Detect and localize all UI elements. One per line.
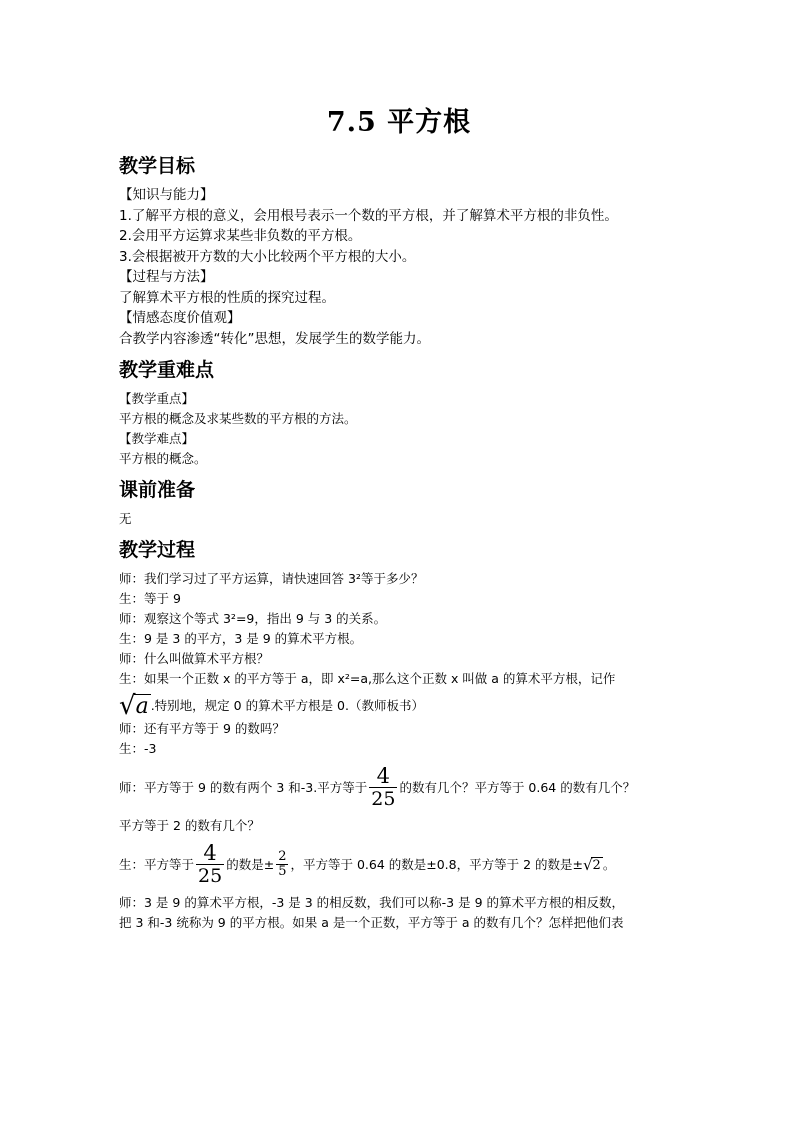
goal-item-2: 2.会用平方运算求某些非负数的平方根。 (119, 228, 362, 244)
emotion-values-text: 合教学内容渗透“转化”思想，发展学生的数学能力。 (119, 330, 430, 347)
dialogue-line: 平方等于 2 的数有几个？ (119, 818, 260, 833)
sqrt-2-formula (583, 857, 603, 873)
dialogue-line: 师：观察这个等式 3²=9，指出 9 与 3 的关系。 (119, 611, 387, 626)
sqrt-a-formula (119, 693, 151, 719)
dialogue-line: 生：如果一个正数 x 的平方等于 a，即 x²=a,那么这个正数 x 叫做 a 的算术平方根，记作 (119, 671, 616, 686)
dialogue-line: 师：3 是 9 的算术平方根，-3 是 3 的相反数，我们可以称-3 是 9 的算术平方根的相反数， (119, 895, 625, 910)
label-difficulty: 【教学难点】 (119, 431, 195, 446)
denominator: 5 (278, 864, 287, 879)
radical-sign: √ (582, 855, 593, 874)
dialogue-text: 。 (602, 856, 616, 872)
label-process-method: 【过程与方法】 (119, 269, 214, 285)
dialogue-text: 生：平方等于 (119, 856, 195, 872)
dialogue-line-sqrt-a (119, 693, 679, 719)
dialogue-text: 师：平方等于 9 的数有两个 3 和-3.平方等于 (119, 779, 368, 795)
radicand: a (135, 694, 149, 719)
dialogue-line-answer (119, 842, 679, 887)
difficulty-text: 平方根的概念。 (119, 451, 207, 466)
section-heading-prep: 课前准备 (119, 479, 196, 501)
process-method-text: 了解算术平方根的性质的探究过程。 (119, 289, 335, 306)
radicand: 2 (592, 857, 601, 873)
section-heading-keypoints: 教学重难点 (119, 359, 215, 381)
goal-item-3: 3.会根据被开方数的大小比较两个平方根的大小。 (119, 248, 416, 265)
dialogue-text: 的数有几个？平方等于 0.64 的数有几个？ (399, 779, 636, 795)
goal-item-1: 1.了解平方根的意义，会用根号表示一个数的平方根，并了解算术平方根的非负性。 (119, 207, 618, 224)
dialogue-line: 师：什么叫做算术平方根？ (119, 651, 270, 666)
dialogue-line-fraction (119, 765, 679, 810)
numerator: 4 (203, 841, 217, 865)
section-heading-goals: 教学目标 (119, 155, 196, 177)
fraction-2-5 (276, 850, 288, 879)
radical-sign: √ (119, 691, 136, 721)
numerator: 2 (278, 849, 287, 864)
dialogue-line: 师：我们学习过了平方运算，请快速回答 3²等于多少？ (119, 571, 424, 586)
dialogue-line: 生：等于 9 (119, 591, 181, 606)
label-knowledge: 【知识与能力】 (119, 187, 214, 203)
dialogue-text: 的数是± (226, 856, 275, 872)
key-point-text: 平方根的概念及求某些数的平方根的方法。 (119, 411, 357, 426)
section-heading-process: 教学过程 (119, 539, 196, 561)
fraction-4-25 (196, 842, 224, 887)
dialogue-text: .特别地，规定 0 的算术平方根是 0.（教师板书） (150, 698, 424, 713)
numerator: 4 (376, 764, 391, 788)
prep-text: 无 (119, 511, 132, 526)
dialogue-line: 把 3 和-3 统称为 9 的平方根。如果 a 是一个正数，平方等于 a 的数有几个？怎样把他们表 (119, 915, 624, 930)
section-process (119, 537, 679, 933)
label-key-point: 【教学重点】 (119, 391, 195, 406)
dialogue-text: ，平方等于 0.64 的数是±0.8，平方等于 2 的数是± (290, 856, 583, 872)
section-goals (119, 153, 679, 349)
document-body (119, 100, 679, 933)
dialogue-line: 生：-3 (119, 741, 157, 756)
dialogue-line: 师：还有平方等于 9 的数吗？ (119, 721, 285, 736)
section-prep (119, 477, 679, 529)
section-keypoints (119, 357, 679, 469)
dialogue-line: 生：9 是 3 的平方，3 是 9 的算术平方根。 (119, 631, 363, 646)
page-title: 7.5 平方根 (326, 107, 472, 138)
label-emotion-values: 【情感态度价值观】 (119, 310, 241, 326)
denominator: 25 (198, 865, 223, 887)
denominator: 25 (371, 788, 396, 810)
fraction-4-25 (369, 765, 397, 810)
